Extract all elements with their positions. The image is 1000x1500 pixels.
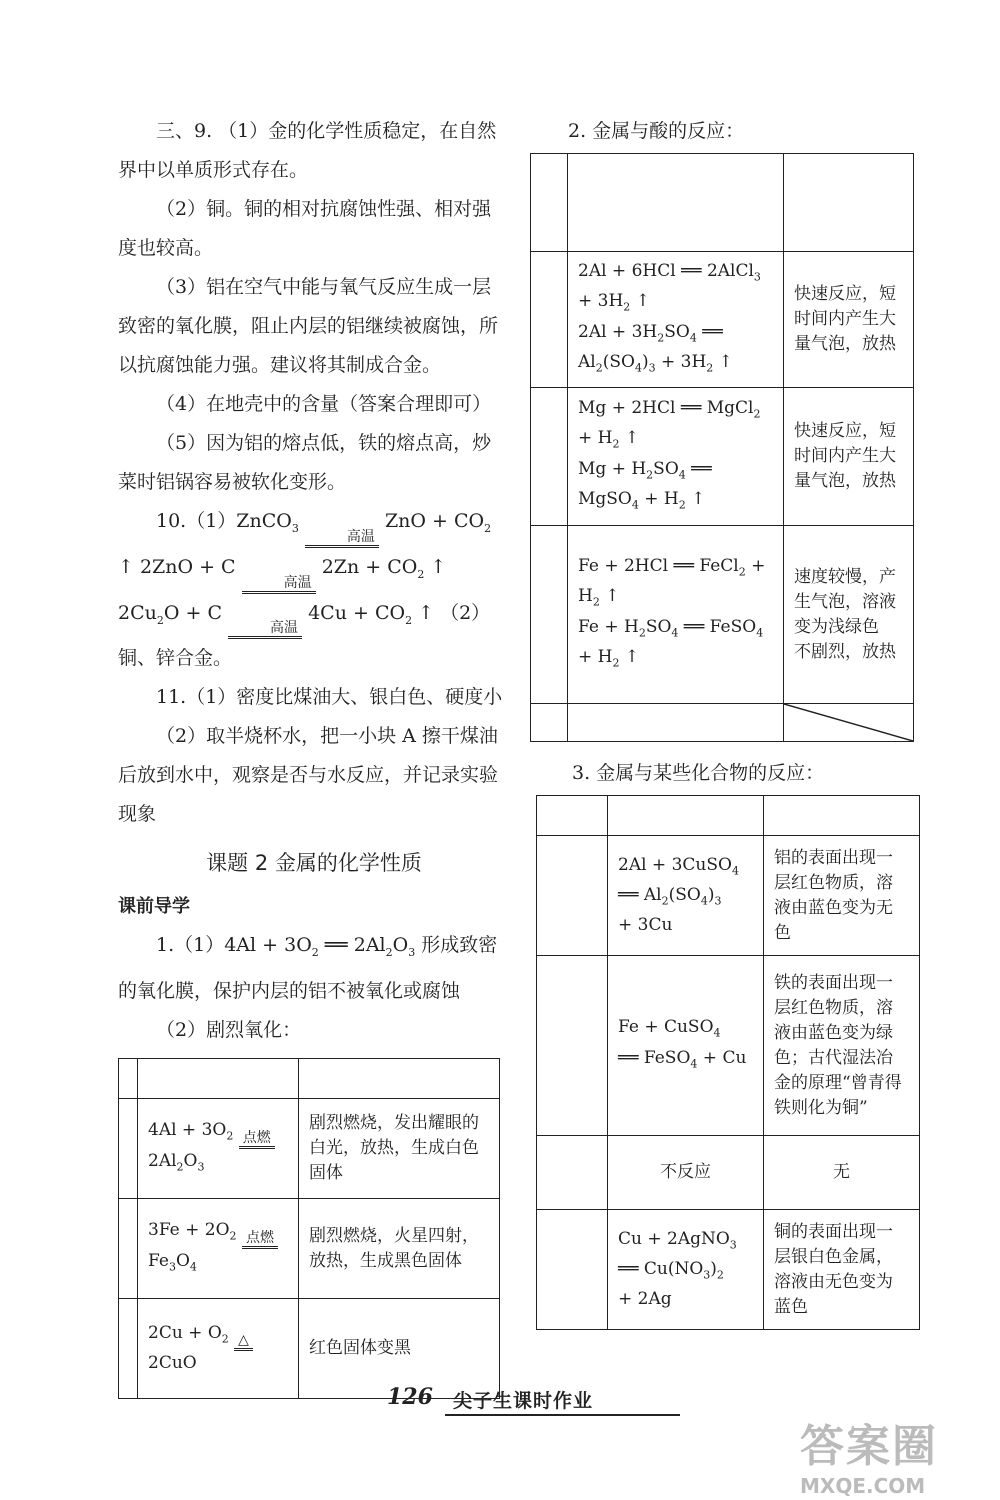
equation-cell: $4Al + 3O_2$ 点燃 $2Al_2O_3$ xyxy=(138,1099,299,1199)
cond-text: 点燃 xyxy=(242,1230,278,1249)
sub: 3 xyxy=(168,1260,176,1274)
text: Cu + 2AgNO xyxy=(618,1228,730,1249)
text: ↑ xyxy=(619,646,640,667)
sub: 4 xyxy=(634,361,642,375)
table-row xyxy=(537,1210,920,1330)
text: ↑ 2Cu xyxy=(118,555,447,624)
table-cell xyxy=(537,1210,608,1330)
sub: 4 xyxy=(690,1056,698,1070)
diagonal-line xyxy=(784,704,913,741)
text: 2Al + 3CuSO xyxy=(618,854,732,875)
sub: 2 xyxy=(592,595,600,609)
table-row xyxy=(531,704,914,742)
text: ↑ 2ZnO + C xyxy=(118,555,236,578)
text: ↑ xyxy=(713,351,733,372)
section-3-title: 3. 金属与某些化合物的反应： xyxy=(572,762,825,784)
equation-cell xyxy=(608,1210,764,1330)
cond-text: 高温 xyxy=(242,575,316,594)
sub: 2 xyxy=(612,437,620,451)
text: ↑ xyxy=(630,291,650,312)
pre-1-2: （2）剧烈氧化： xyxy=(156,1019,302,1042)
description-cell xyxy=(784,526,914,704)
text: ) xyxy=(707,885,715,905)
text: ↑ xyxy=(685,488,706,509)
answer-11-2: （2）取半烧杯水，把一小块 A 擦干煤油后放到水中，观察是否与水反应，并记录实验现象 xyxy=(118,725,499,826)
text: 2Cu + O xyxy=(148,1322,222,1343)
text: + 3Cu xyxy=(618,915,673,936)
sub: 4 xyxy=(689,330,697,344)
sub: 2 xyxy=(623,300,631,314)
table-cell xyxy=(531,388,568,526)
text: 2Al xyxy=(148,1150,177,1171)
text: 10.（1）ZnCO xyxy=(156,510,292,532)
sub: 2 xyxy=(156,613,164,627)
table-cell xyxy=(531,526,568,704)
table-cell xyxy=(119,1059,138,1099)
text: + Cu xyxy=(697,1047,747,1068)
table-cell xyxy=(608,796,764,836)
text: 4Cu + CO xyxy=(308,601,406,624)
condition-high-temp xyxy=(242,575,316,594)
table-header-row xyxy=(119,1059,500,1099)
table-cell xyxy=(568,154,784,252)
table-cell xyxy=(138,1059,299,1099)
description-cell: 剧烈燃烧，火星四射，放热，生成黑色固体 xyxy=(299,1199,500,1299)
text: 速度较慢，产生气泡，溶液变为浅绿色 xyxy=(794,566,896,637)
table-cell xyxy=(119,1099,138,1199)
text: SO xyxy=(645,616,672,637)
table-cell xyxy=(299,1059,500,1099)
description-cell: 快速反应，短时间内产生大量气泡，放热 xyxy=(784,388,914,526)
text: ) xyxy=(710,1259,717,1279)
cond-text: 点燃 xyxy=(239,1130,275,1149)
equation-cell xyxy=(608,836,764,956)
text: Fe + H xyxy=(578,616,639,637)
answer-9-1: 三、9. （1）金的化学性质稳定，在自然界中以单质形式存在。 xyxy=(118,120,497,181)
sub: 2 xyxy=(612,656,620,670)
sub: 2 xyxy=(595,361,603,375)
table-cell xyxy=(784,154,914,252)
equation-cell: 不反应 xyxy=(608,1136,764,1210)
table-header-row xyxy=(537,796,920,836)
text: + H xyxy=(578,428,613,449)
table-row xyxy=(537,956,920,1136)
sub: 4 xyxy=(678,467,686,481)
sub: 4 xyxy=(756,625,764,639)
equation-cell xyxy=(568,526,784,704)
text: 2Al + 6HCl ══ 2AlCl xyxy=(578,260,754,281)
text: ↑ xyxy=(619,428,640,449)
description-cell: 铜的表面出现一层银白色金属，溶液由无色变为蓝色 xyxy=(764,1210,920,1330)
sub: 4 xyxy=(731,864,739,877)
table-cell xyxy=(764,796,920,836)
cond-text: 高温 xyxy=(305,529,379,548)
left-column xyxy=(118,112,510,1399)
sub: 3 xyxy=(703,1268,711,1282)
condition-high-temp xyxy=(305,529,379,548)
text: 2CuO xyxy=(148,1353,197,1374)
text: + H xyxy=(578,646,613,667)
watermark xyxy=(800,1410,990,1500)
sub: 3 xyxy=(648,361,656,375)
sub: 2 xyxy=(405,613,413,627)
description-cell: 铝的表面出现一层红色物质，溶液由蓝色变为无色 xyxy=(764,836,920,956)
text: (SO xyxy=(602,351,635,372)
text: ) xyxy=(641,351,649,372)
cond-text: △ xyxy=(234,1332,253,1351)
sub: 2 xyxy=(417,567,425,581)
sub: 3 xyxy=(291,521,299,535)
sub: 2 xyxy=(484,521,492,535)
text: + H xyxy=(638,488,679,509)
acid-table xyxy=(530,153,914,742)
sub: 2 xyxy=(716,1268,724,1282)
text: ══ FeSO xyxy=(678,616,757,637)
text: Mg + H xyxy=(578,458,647,479)
sub: 2 xyxy=(176,1160,184,1174)
text: ZnO + CO xyxy=(384,510,485,532)
table-cell xyxy=(531,252,568,388)
sub: 3 xyxy=(729,1238,737,1251)
equation-cell xyxy=(608,956,764,1136)
sub: 2 xyxy=(646,467,654,481)
text: ══ 2Al xyxy=(318,934,386,957)
text: 不剧烈，放热 xyxy=(794,641,896,662)
table-cell xyxy=(568,704,784,742)
section-subheading: 课前导学 xyxy=(118,896,190,918)
footer-rule xyxy=(445,1414,680,1416)
text: + 2Ag xyxy=(618,1289,672,1310)
text: ══ Cu(NO xyxy=(618,1259,704,1279)
table-cell xyxy=(537,956,608,1136)
description-cell: 剧烈燃烧，发出耀眼的白光，放热，生成白色固体 xyxy=(299,1099,500,1199)
equation-cell xyxy=(568,252,784,388)
text: ══ MgSO xyxy=(578,458,712,509)
sub: 2 xyxy=(661,894,669,908)
sub: 4 xyxy=(700,894,708,908)
table-row xyxy=(119,1099,500,1199)
text: Fe + 2HCl ══ FeCl xyxy=(578,555,739,576)
book-title: 尖子生课时作业 xyxy=(453,1390,594,1412)
table-row xyxy=(531,526,914,704)
sub: 2 xyxy=(385,946,393,960)
text: 2Zn + CO xyxy=(321,555,418,578)
sub: 2 xyxy=(229,1229,237,1243)
text: 1.（1）4Al + 3O xyxy=(156,934,312,957)
sub: 2 xyxy=(226,1129,234,1143)
text: SO xyxy=(664,321,690,342)
watermark-url: MXQE.COM xyxy=(800,1474,926,1498)
text: O + C xyxy=(163,601,222,624)
sub: 3 xyxy=(408,946,416,960)
text: + 3H xyxy=(655,351,707,372)
sub: 2 xyxy=(753,407,761,421)
text: Fe + CuSO xyxy=(618,1017,714,1038)
table-cell xyxy=(119,1299,138,1399)
sub: 2 xyxy=(311,946,319,960)
right-column xyxy=(530,112,925,1330)
sub: 2 xyxy=(638,625,646,639)
sub: 4 xyxy=(671,625,679,639)
answer-11-1: 11.（1）密度比煤油大、银白色、硬度小 xyxy=(156,686,503,709)
text: SO xyxy=(653,458,679,479)
text: ══ Al xyxy=(578,321,723,372)
table-cell xyxy=(119,1199,138,1299)
sub: 2 xyxy=(221,1332,229,1346)
answer-9-2: （2）铜。铜的相对抗腐蚀性强、相对强度也较高。 xyxy=(118,198,492,259)
sub: 3 xyxy=(197,1160,205,1174)
text: 4Al + 3O xyxy=(148,1120,227,1141)
sub: 2 xyxy=(657,330,665,344)
sub: 2 xyxy=(678,498,686,512)
answer-9-3: （3）铝在空气中能与氧气反应生成一层致密的氧化膜，阻止内层的铝继续被腐蚀，所以抗腐蚀能力强。建议将其制成合金。 xyxy=(118,276,499,376)
text: ↑ xyxy=(599,586,620,607)
sub: 4 xyxy=(713,1026,721,1040)
sub: 4 xyxy=(631,498,639,512)
text: Mg + 2HCl ══ MgCl xyxy=(578,397,754,418)
sub: 4 xyxy=(189,1260,197,1274)
text: 形成致密的氧化膜，保护内层的铝不被氧化或腐蚀 xyxy=(118,934,498,1003)
condition-ignite xyxy=(239,1130,275,1149)
text: ══ Al xyxy=(618,885,662,905)
table-row xyxy=(531,388,914,526)
section-2-title: 2. 金属与酸的反应： xyxy=(568,120,745,142)
answer-10 xyxy=(118,502,510,678)
pre-1-1: $1.(1)4Al + 3O_2$ ══ $2Al_2O_3$ 形成致密的氧化膜，保护内层的铝不被氧化或腐蚀 xyxy=(118,934,498,1003)
page-footer xyxy=(345,1380,685,1420)
table-cell xyxy=(531,154,568,252)
text: 2Al + 3H xyxy=(578,321,658,342)
answer-9-5: （5）因为铝的熔点低，铁的熔点高，炒菜时铝锅容易被软化变形。 xyxy=(118,432,492,493)
sub: 3 xyxy=(714,894,722,908)
condition-ignite xyxy=(242,1230,278,1249)
table-row xyxy=(531,252,914,388)
table-cell xyxy=(537,1136,608,1210)
equation-cell xyxy=(138,1299,299,1399)
text: ↑ （2）铜、锌合金。 xyxy=(118,601,491,670)
diagonal-cell xyxy=(784,704,914,742)
text: + 3H xyxy=(578,291,624,312)
cond-text: 高温 xyxy=(228,620,302,639)
condition-high-temp xyxy=(228,620,302,639)
sub: 3 xyxy=(753,270,761,284)
description-cell: 红色固体变黑 xyxy=(299,1299,500,1399)
text: ══ FeSO xyxy=(618,1047,691,1068)
equation-cell: $3Fe + 2O_2$ 点燃 $Fe_3O_4$ xyxy=(138,1199,299,1299)
compound-table xyxy=(536,795,920,1330)
table-row xyxy=(119,1199,500,1299)
description-cell: 铁的表面出现一层红色物质，溶液由蓝色变为绿色；古代湿法冶金的原理“曾青得铁则化为铜” xyxy=(764,956,920,1136)
answer-9-4: （4）在地壳中的含量（答案合理即可） xyxy=(156,393,492,415)
sub: 2 xyxy=(706,361,714,375)
text: 3Fe + 2O xyxy=(148,1220,230,1241)
description-cell: 快速反应，短时间内产生大量气泡，放热 xyxy=(784,252,914,388)
text: Fe xyxy=(148,1250,169,1271)
text: + H xyxy=(578,555,766,607)
table-cell xyxy=(537,796,608,836)
section-heading: 课题 2 金属的化学性质 xyxy=(206,851,422,876)
watermark-text: 答案圈 xyxy=(800,1421,938,1472)
description-cell: 无 xyxy=(764,1136,920,1210)
table-row xyxy=(537,836,920,956)
table-cell xyxy=(531,704,568,742)
table-cell xyxy=(537,836,608,956)
page-number: 126 xyxy=(387,1384,433,1410)
table-header-row xyxy=(531,154,914,252)
table-row xyxy=(537,1136,920,1210)
oxidation-table xyxy=(118,1058,500,1399)
condition-heat xyxy=(234,1332,253,1351)
sub: 2 xyxy=(738,565,746,579)
equation-cell xyxy=(568,388,784,526)
text: (SO xyxy=(668,885,701,905)
